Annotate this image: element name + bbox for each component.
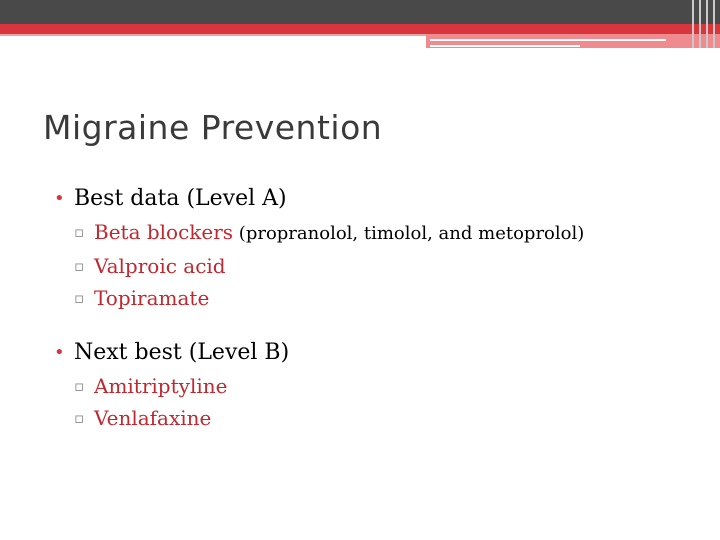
header-accent-line: [430, 45, 580, 47]
header-band-thin: [0, 34, 430, 36]
list-item: [74, 216, 704, 250]
square-bullet-icon: ▫: [74, 289, 85, 307]
square-bullet-icon: ▫: [74, 257, 85, 275]
square-bullet-icon: ▫: [74, 377, 85, 395]
bullet-level-a: [54, 182, 704, 216]
header-band-red: [0, 24, 720, 34]
slide-title: Migraine Prevention: [43, 108, 383, 147]
sublist-level-b: [74, 370, 704, 434]
bullet-level-b: [54, 336, 704, 370]
square-bullet-icon: ▫: [74, 409, 85, 427]
bullet-text: Next best (Level B): [74, 340, 290, 365]
item-note: (propranolol, timolol, and metoprolol): [233, 223, 585, 244]
item-label: Venlafaxine: [94, 406, 212, 430]
square-bullet-icon: ▫: [74, 223, 85, 241]
list-item: [74, 250, 704, 282]
item-label: Amitriptyline: [94, 374, 228, 398]
corner-stripes: [690, 0, 720, 48]
item-label: Topiramate: [94, 286, 210, 310]
list-item: [74, 282, 704, 314]
slide-body: [54, 182, 704, 434]
item-label: Beta blockers: [94, 220, 234, 244]
header-band-dark: [0, 0, 720, 24]
sublist-level-a: [74, 216, 704, 314]
bullet-icon: •: [54, 188, 65, 209]
list-item: [74, 370, 704, 402]
item-label: Valproic acid: [94, 254, 226, 278]
list-item: [74, 402, 704, 434]
header-accent-line: [430, 39, 666, 41]
bullet-icon: •: [54, 342, 65, 363]
bullet-text: Best data (Level A): [74, 186, 287, 211]
